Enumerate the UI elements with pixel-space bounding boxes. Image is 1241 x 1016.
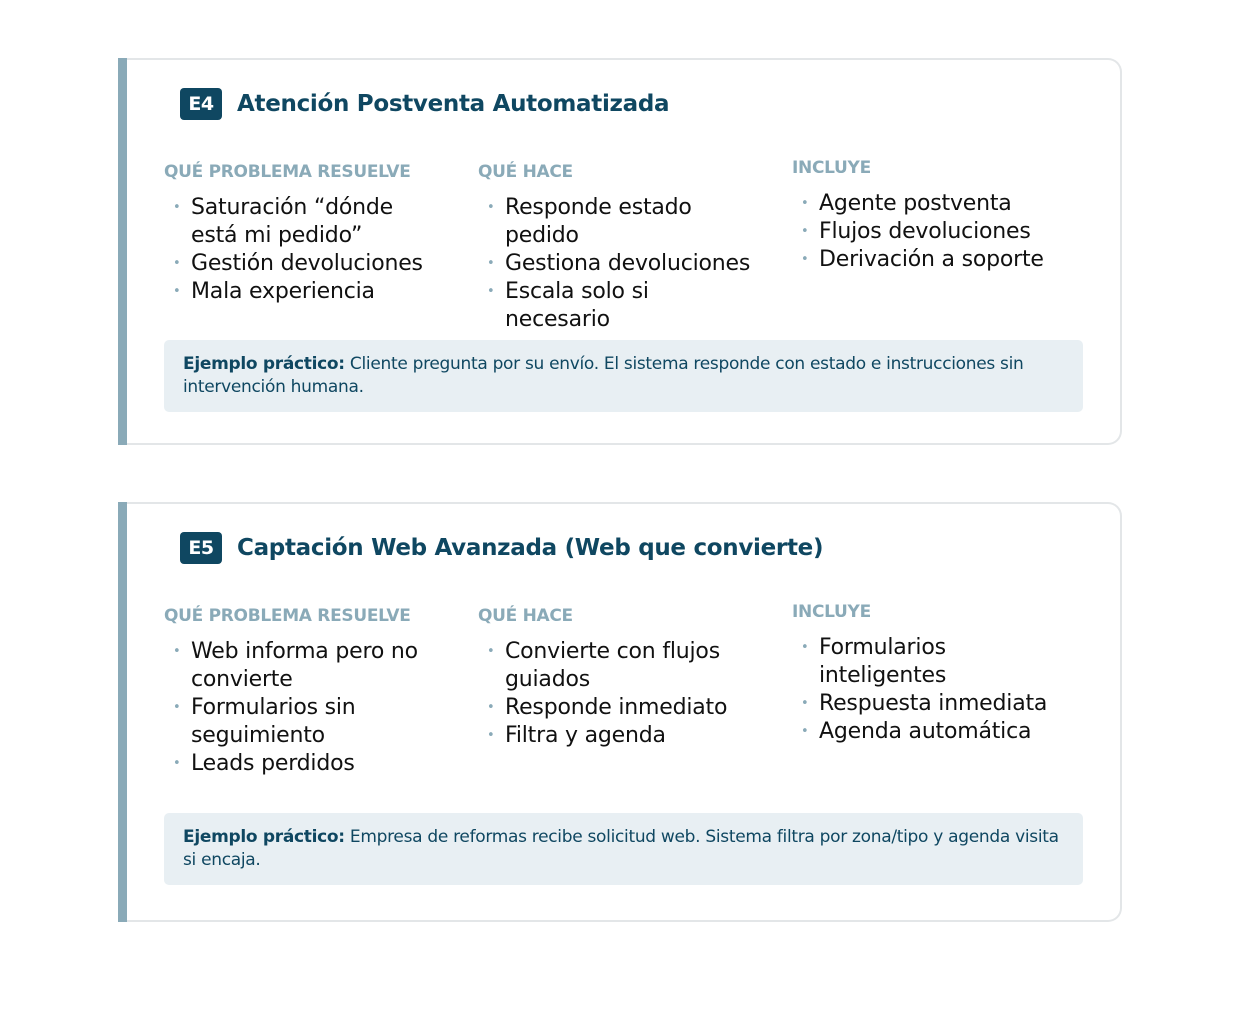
bullet-icon: • (487, 284, 495, 299)
example-box (164, 340, 1083, 412)
card-title: Captación Web Avanzada (Web que convierte) (237, 535, 824, 561)
list-item (478, 194, 758, 250)
list-item-text: Web informa pero no convierte (191, 639, 418, 692)
list-item-text: Respuesta inmediata (819, 691, 1048, 716)
bullet-icon: • (801, 252, 809, 267)
bullet-icon: • (487, 256, 495, 271)
bullet-list (164, 638, 444, 778)
list-item-text: Gestión devoluciones (191, 251, 423, 276)
column-what-it-does (478, 162, 758, 334)
example-label: Ejemplo práctico: (183, 827, 345, 847)
card-title: Atención Postventa Automatizada (237, 91, 670, 117)
column-problem (164, 162, 444, 306)
bullet-icon: • (487, 644, 495, 659)
list-item-text: Agente postventa (819, 191, 1012, 216)
bullet-icon: • (487, 200, 495, 215)
bullet-icon: • (173, 284, 181, 299)
bullet-icon: • (801, 640, 809, 655)
example-box (164, 813, 1083, 885)
column-heading: QUÉ PROBLEMA RESUELVE (164, 162, 411, 182)
list-item (164, 250, 444, 278)
bullet-list (164, 194, 444, 306)
list-item-text: Escala solo si necesario (505, 279, 649, 332)
bullet-list (478, 194, 758, 334)
bullet-icon: • (801, 696, 809, 711)
list-item (478, 278, 758, 334)
bullet-icon: • (487, 700, 495, 715)
list-item (792, 718, 1072, 746)
code-badge: E5 (180, 532, 222, 564)
list-item (164, 750, 444, 778)
list-item (164, 694, 444, 750)
column-includes (792, 158, 1072, 274)
column-includes (792, 602, 1072, 746)
column-heading: QUÉ HACE (478, 606, 573, 626)
column-problem (164, 606, 444, 778)
bullet-list (478, 638, 758, 750)
list-item-text: Derivación a soporte (819, 247, 1044, 272)
code-badge: E4 (180, 88, 222, 120)
bullet-icon: • (173, 200, 181, 215)
card-header (180, 532, 823, 564)
list-item-text: Saturación “dónde está mi pedido” (191, 195, 394, 248)
list-item-text: Filtra y agenda (505, 723, 666, 748)
service-card-e5 (118, 502, 1122, 922)
list-item (792, 690, 1072, 718)
bullet-icon: • (487, 728, 495, 743)
bullet-icon: • (173, 256, 181, 271)
list-item (478, 638, 758, 694)
example-text: Empresa de reformas recibe solicitud web. Sistema filtra por zona/tipo y agenda visita si encaja. (183, 827, 1059, 870)
list-item-text: Mala experiencia (191, 279, 375, 304)
bullet-icon: • (173, 644, 181, 659)
list-item-text: Gestiona devoluciones (505, 251, 751, 276)
column-heading: INCLUYE (792, 158, 871, 178)
card-header (180, 88, 669, 120)
column-heading: QUÉ HACE (478, 162, 573, 182)
list-item-text: Responde inmediato (505, 695, 728, 720)
list-item-text: Agenda automática (819, 719, 1032, 744)
bullet-icon: • (801, 196, 809, 211)
list-item (478, 250, 758, 278)
bullet-icon: • (173, 700, 181, 715)
list-item (792, 246, 1072, 274)
bullet-icon: • (173, 756, 181, 771)
list-item-text: Convierte con flujos guiados (505, 639, 720, 692)
list-item-text: Leads perdidos (191, 751, 355, 776)
list-item (164, 278, 444, 306)
list-item-text: Flujos devoluciones (819, 219, 1031, 244)
list-item (792, 218, 1072, 246)
example-text: Cliente pregunta por su envío. El sistema responde con estado e instrucciones sin intervención humana. (183, 354, 1024, 397)
list-item (478, 694, 758, 722)
list-item (164, 194, 444, 250)
list-item-text: Formularios sin seguimiento (191, 695, 356, 748)
list-item-text: Responde estado pedido (505, 195, 692, 248)
list-item-text: Formularios inteligentes (819, 635, 947, 688)
column-heading: QUÉ PROBLEMA RESUELVE (164, 606, 411, 626)
service-card-e4 (118, 58, 1122, 445)
bullet-list (792, 190, 1072, 274)
example-label: Ejemplo práctico: (183, 354, 345, 374)
column-what-it-does (478, 606, 758, 750)
bullet-icon: • (801, 724, 809, 739)
list-item (792, 634, 1072, 690)
list-item (478, 722, 758, 750)
column-heading: INCLUYE (792, 602, 871, 622)
bullet-list (792, 634, 1072, 746)
list-item (792, 190, 1072, 218)
list-item (164, 638, 444, 694)
bullet-icon: • (801, 224, 809, 239)
